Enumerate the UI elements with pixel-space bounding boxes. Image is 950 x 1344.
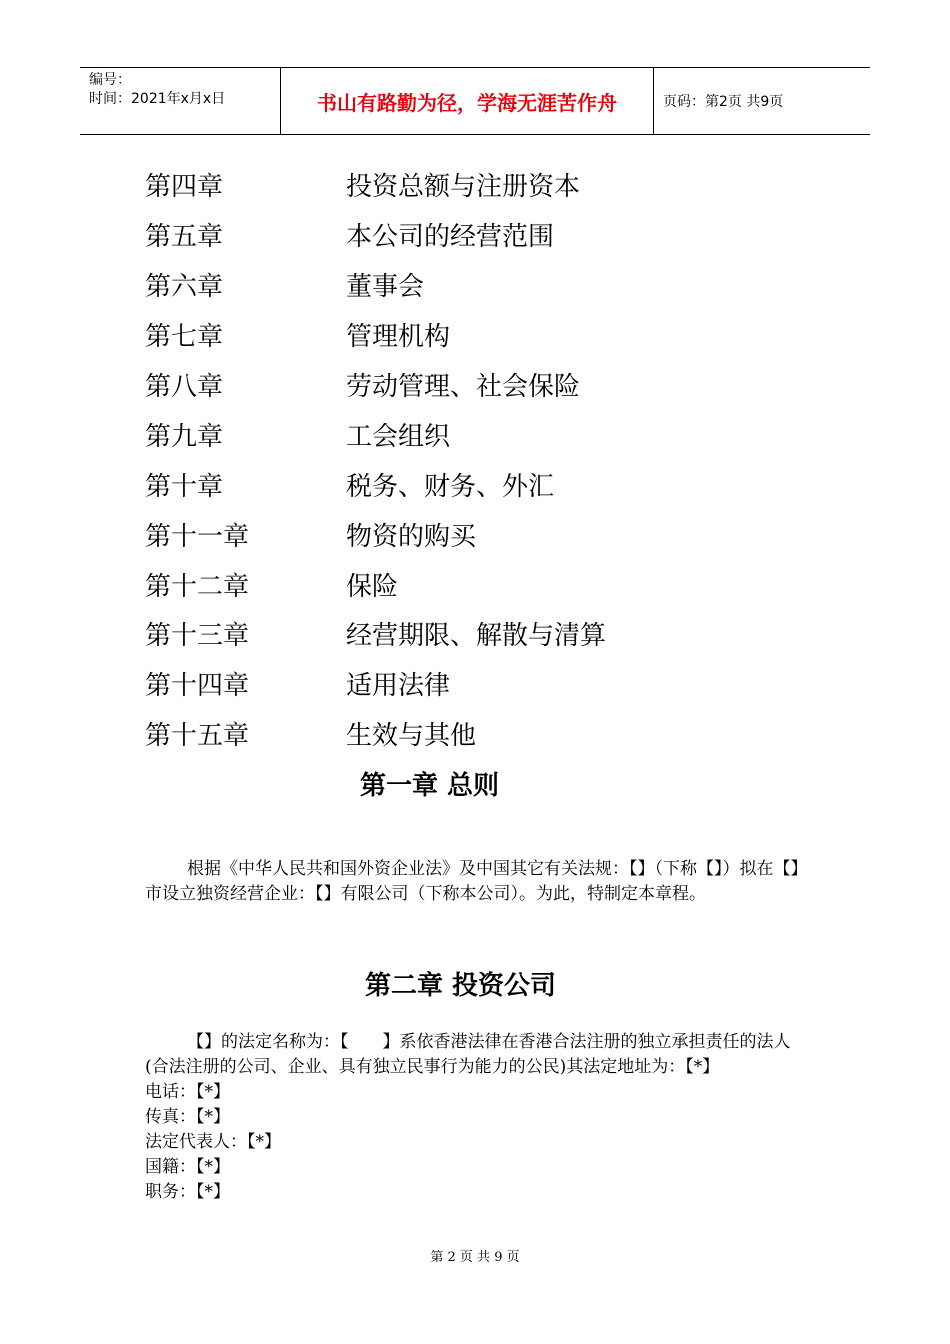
toc-chapter: 第十一章: [145, 521, 250, 552]
page-footer: 第 2 页 共 9 页: [430, 1250, 520, 1265]
header-motto: 书山有路勤为径，学海无涯苦作舟: [281, 68, 654, 134]
toc-title: 董事会: [346, 272, 425, 303]
field-nationality: 国籍：【*】: [145, 1157, 230, 1177]
toc-title: 适用法律: [346, 671, 451, 702]
document-header: [80, 67, 870, 135]
toc-title: 劳动管理、社会保险: [346, 372, 581, 402]
toc-chapter: 第十二章: [145, 571, 250, 602]
field-position: 职务：【*】: [145, 1182, 230, 1202]
toc-chapter: 第四章: [145, 172, 224, 203]
header-meta: [80, 68, 281, 134]
toc-title: 投资总额与注册资本: [346, 172, 581, 203]
toc-title: 保险: [346, 571, 399, 602]
toc-row: [145, 559, 845, 609]
field-phone: 电话：【*】: [145, 1082, 230, 1102]
chapter1-paragraph: 根据《中华人民共和国外资企业法》及中国其它有关法规：【】（下称【】）拟在【】市设立独资经营企业：【】有限公司（下称本公司）。为此，特制定本章程。: [145, 859, 799, 904]
chapter2-body: [145, 1030, 807, 1205]
toc-chapter: 第五章: [145, 222, 224, 253]
header-time-label: 时间：2021年x月x日: [89, 91, 226, 107]
toc-row: [145, 709, 845, 759]
field-legal-representative: 法定代表人：【*】: [145, 1132, 281, 1152]
toc-title: 物资的购买: [346, 521, 477, 552]
toc-row: [145, 260, 845, 310]
toc-title: 生效与其他: [346, 721, 477, 752]
toc-chapter: 第十五章: [145, 721, 250, 752]
chapter2-paragraph: 【】的法定名称为：【 】系依香港法律在香港合法注册的独立承担责任的法人(合法注册的公司、企业、具有独立民事行为能力的公民)其法定地址为：【*】: [145, 1032, 791, 1077]
header-number-label: 编号：: [89, 72, 131, 88]
toc-chapter: 第九章: [145, 421, 224, 452]
table-of-contents: [145, 160, 845, 759]
toc-title: 经营期限、解散与清算: [346, 621, 607, 652]
toc-row: [145, 509, 845, 559]
chapter1-body: [145, 857, 807, 907]
header-page-info: 页码：第2页 共9页: [663, 94, 784, 110]
chapter1-heading: 第一章 总则: [360, 771, 500, 801]
toc-row: [145, 310, 845, 360]
toc-chapter: 第十章: [145, 471, 224, 502]
toc-chapter: 第八章: [145, 372, 224, 402]
toc-chapter: 第十三章: [145, 621, 250, 652]
toc-title: 工会组织: [346, 421, 451, 452]
field-fax: 传真：【*】: [145, 1107, 230, 1127]
toc-chapter: 第七章: [145, 322, 224, 353]
toc-row: [145, 409, 845, 459]
toc-title: 本公司的经营范围: [346, 222, 555, 253]
toc-chapter: 第十四章: [145, 671, 250, 702]
toc-row: [145, 210, 845, 260]
toc-row: [145, 160, 845, 210]
toc-row: [145, 459, 845, 509]
chapter2-heading: 第二章 投资公司: [365, 971, 557, 1001]
toc-row: [145, 360, 845, 410]
toc-row: [145, 659, 845, 709]
toc-title: 税务、财务、外汇: [346, 471, 555, 502]
toc-chapter: 第六章: [145, 272, 224, 303]
toc-row: [145, 609, 845, 659]
toc-title: 管理机构: [346, 322, 451, 353]
